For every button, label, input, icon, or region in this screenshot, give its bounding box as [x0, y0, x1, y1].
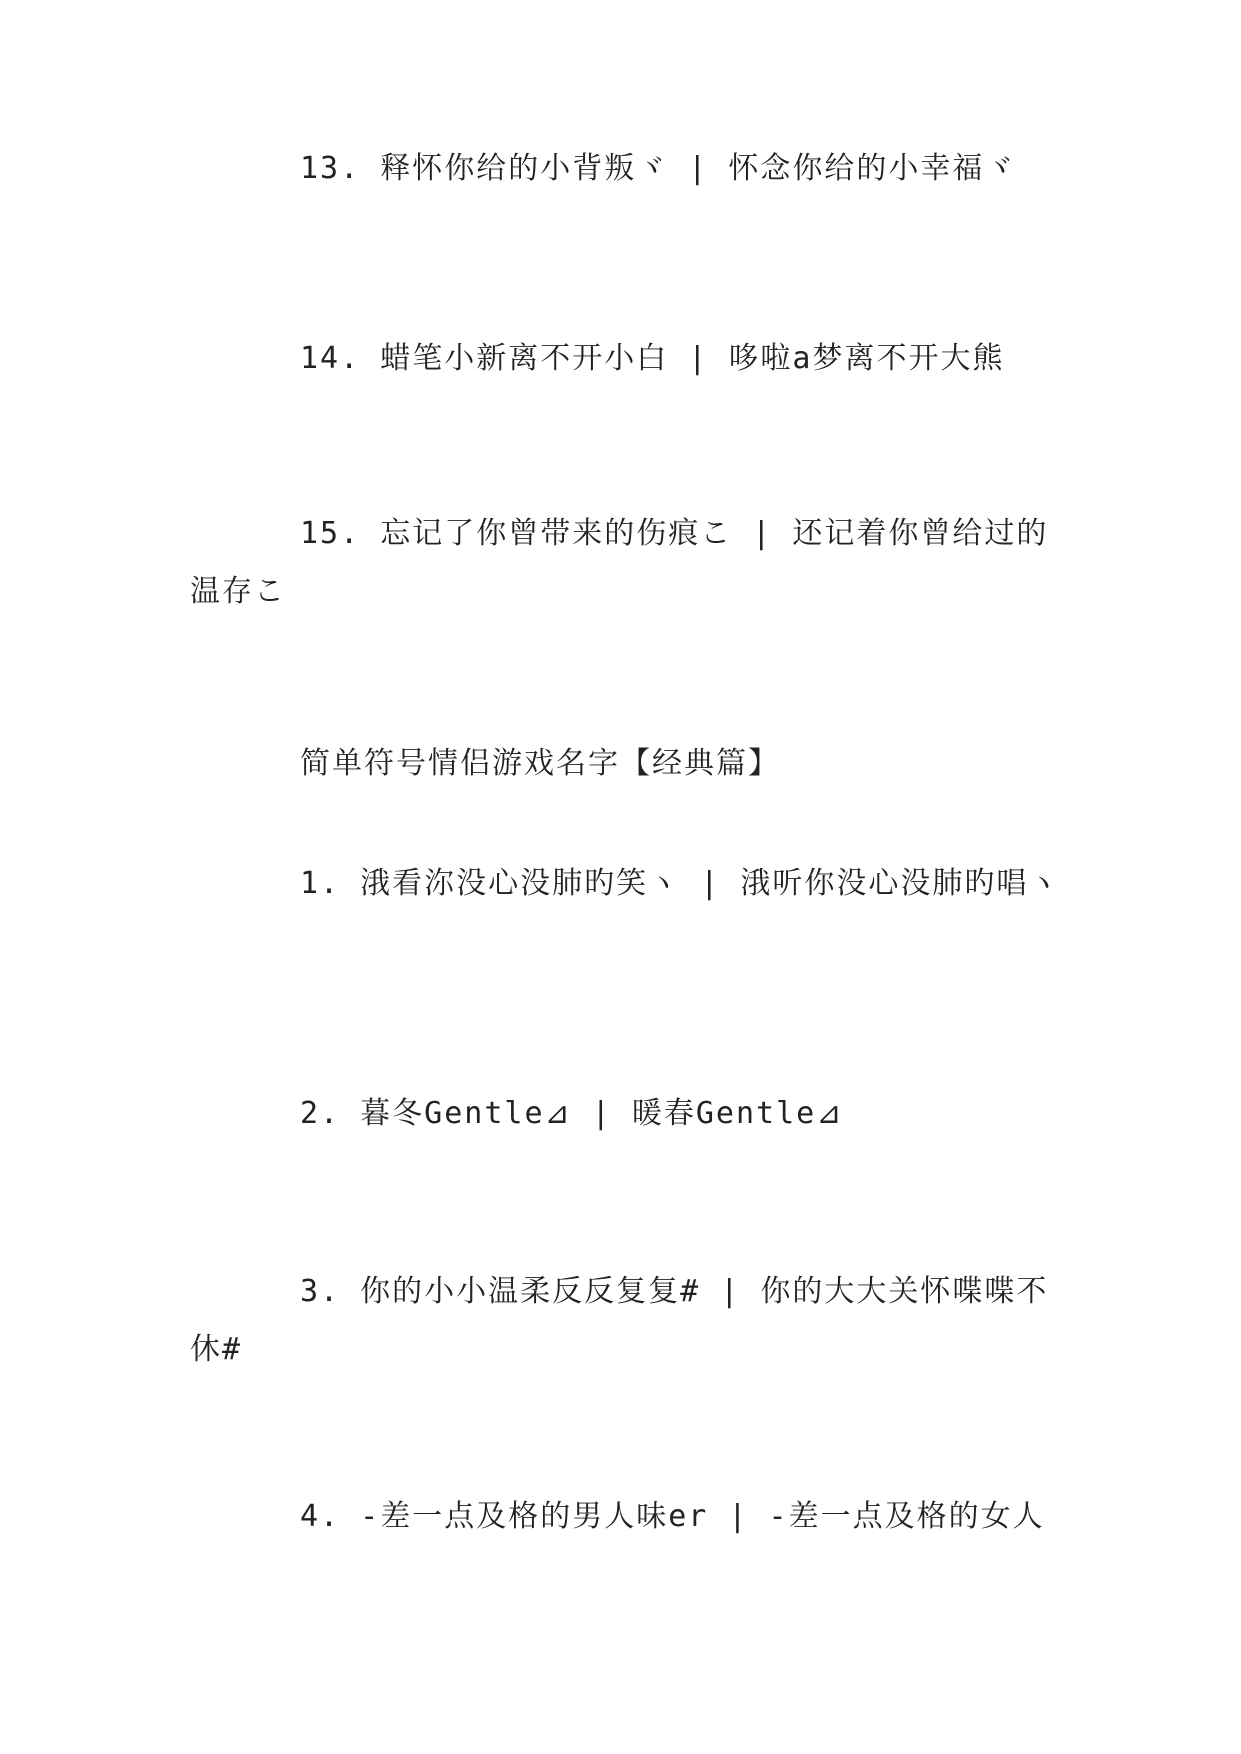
list-item: [190, 140, 1070, 198]
list-item-text: 1. 涐看沵没心没肺旳笑ヽ | 涐听你没心没肺旳唱ヽ: [300, 866, 1061, 901]
list-item-text: 2. 暮冬Gentle⊿ | 暖春Gentle⊿: [300, 1096, 844, 1131]
list-item-text: 3. 你的小小温柔反反复复# | 你的大大关怀喋喋不休#: [190, 1274, 1049, 1367]
list-item-text: 14. 蜡笔小新离不开小白 | 哆啦a梦离不开大熊: [300, 341, 1005, 376]
list-item: [190, 330, 1070, 388]
list-item-text: 13. 释怀你给的小背叛ヾ | 怀念你给的小幸福ヾ: [300, 151, 1017, 186]
list-item-text: 4. -差一点及格的男人味er | -差一点及格的女人: [300, 1499, 1045, 1534]
list-item-text: 15. 忘记了你曾带来的伤痕こ | 还记着你曾给过的温存こ: [190, 516, 1049, 609]
list-item: [190, 505, 1070, 621]
list-item: [190, 1085, 1070, 1143]
list-item: [190, 1263, 1070, 1379]
list-item: [190, 855, 1070, 913]
section-heading: [190, 735, 1070, 793]
list-item: [190, 1488, 1070, 1546]
section-heading-text: 简单符号情侣游戏名字【经典篇】: [300, 746, 780, 781]
